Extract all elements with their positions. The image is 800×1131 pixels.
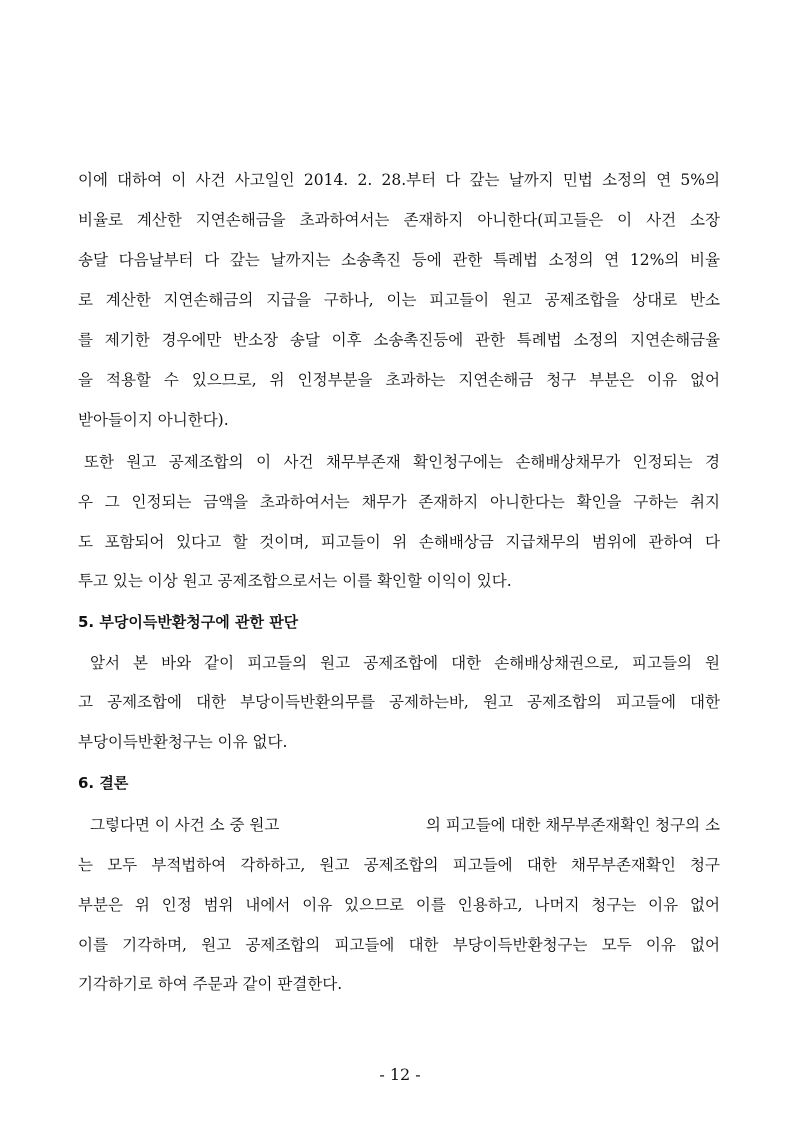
- body-line: 를 제기한 경우에만 반소장 송달 이후 소송촉진등에 관한 특례법 소정의 지연손해금율: [78, 331, 720, 349]
- page-number: - 12 -: [379, 1065, 421, 1084]
- body-line: 부당이득반환청구는 이유 없다.: [78, 733, 288, 751]
- body-line: 받아들이지 아니한다).: [78, 411, 229, 429]
- body-line: 을 적용할 수 있으므로, 위 인정부분을 초과하는 지연손해금 청구 부분은 이유 없어: [78, 371, 720, 389]
- section-heading: 5. 부당이득반환청구에 관한 판단: [78, 613, 299, 631]
- body-line: 또한 원고 공제조합의 이 사건 채무부존재 확인청구에는 손해배상채무가 인정되는 경: [84, 453, 720, 471]
- body-line: 부분은 위 인정 범위 내에서 이유 있으므로 이를 인용하고, 나머지 청구는 이유 없어: [78, 896, 720, 914]
- body-line: 이를 기각하며, 원고 공제조합의 피고들에 대한 부당이득반환청구는 모두 이유 없어: [78, 936, 720, 954]
- body-line: 도 포함되어 있다고 할 것이며, 피고들이 위 손해배상금 지급채무의 범위에 관하여 다: [78, 533, 720, 551]
- body-line: 앞서 본 바와 같이 피고들의 원고 공제조합에 대한 손해배상채권으로, 피고들의 원: [90, 654, 720, 672]
- body-line: 송달 다음날부터 다 갚는 날까지는 소송촉진 등에 관한 특례법 소정의 연 12%의 비율: [78, 251, 720, 269]
- body-line: 투고 있는 이상 원고 공제조합으로서는 이를 확인할 이익이 있다.: [78, 572, 512, 590]
- body-line: 비율로 계산한 지연손해금을 초과하여서는 존재하지 아니한다(피고들은 이 사건 소장: [78, 211, 720, 229]
- body-line: 고 공제조합에 대한 부당이득반환의무를 공제하는바, 원고 공제조합의 피고들에 대한: [78, 693, 720, 711]
- body-line: 는 모두 부적법하여 각하하고, 원고 공제조합의 피고들에 대한 채무부존재확인 청구: [78, 856, 720, 874]
- body-text: 의 피고들에 대한 채무부존재확인 청구의 소: [425, 816, 720, 834]
- section-heading: 6. 결론: [78, 774, 129, 792]
- body-line: 우 그 인정되는 금액을 초과하여서는 채무가 존재하지 아니한다는 확인을 구하는 취지: [78, 493, 720, 511]
- body-line: 로 계산한 지연손해금의 지급을 구하나, 이는 피고들이 원고 공제조합을 상대로 반소: [78, 291, 720, 309]
- body-line-with-redaction: [90, 813, 720, 837]
- body-line: 이에 대하여 이 사건 사고일인 2014. 2. 28.부터 다 갚는 날까지 민법 소정의 연 5%의: [78, 171, 720, 189]
- body-line: 기각하기로 하여 주문과 같이 판결한다.: [78, 975, 343, 993]
- body-text: 그렇다면 이 사건 소 중 원고: [90, 816, 280, 834]
